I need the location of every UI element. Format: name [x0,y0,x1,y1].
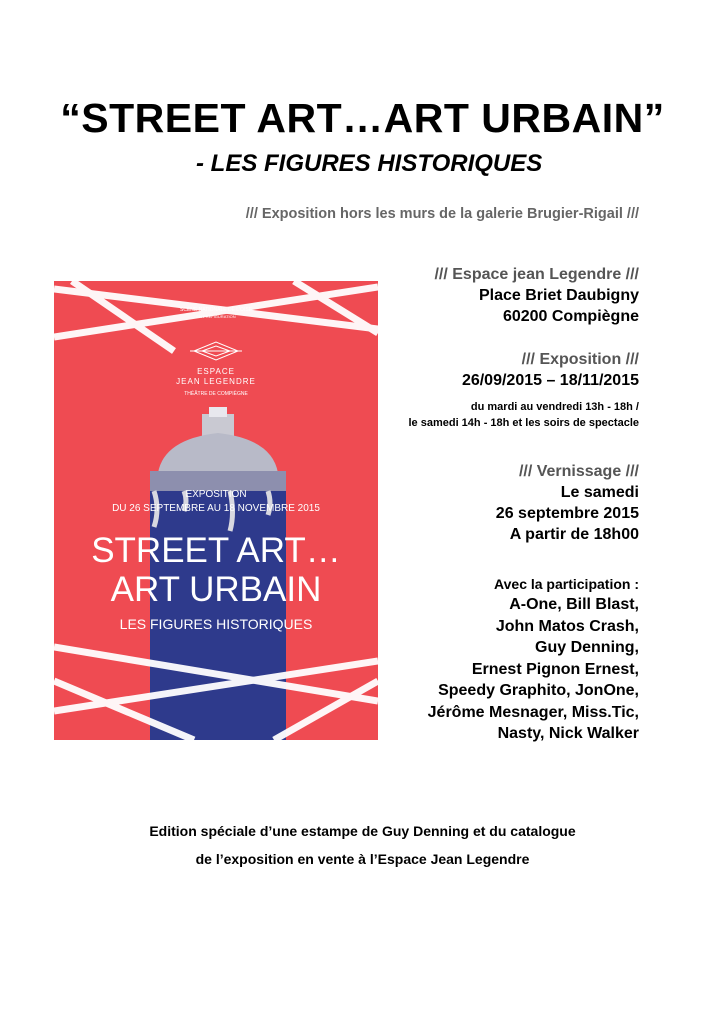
exposition-hours-2: le samedi 14h - 18h et les soirs de spectacle [408,417,639,429]
participant-line: John Matos Crash, [495,617,639,635]
vernissage-heading: /// Vernissage /// [518,463,639,480]
footer-line-1: Edition spéciale d’une estampe de Guy Denning et du catalogue [149,823,576,839]
venue-heading: /// Espace jean Legendre /// [434,266,639,283]
participant-line: Jérôme Mesnager, Miss.Tic, [427,703,639,721]
vernissage-line-1: Le samedi [560,484,639,501]
vernissage-line-3: A partir de 18h00 [509,526,639,543]
exhibition-poster [54,281,378,740]
page-subtitle: - LES FIGURES HISTORIQUES [196,150,543,177]
exposition-heading: /// Exposition /// [521,351,639,368]
venue-address-1: Place Briet Daubigny [478,287,639,304]
vernissage-line-2: 26 septembre 2015 [495,505,639,522]
participant-line: Speedy Graphito, JonOne, [438,682,639,699]
poster-title-line3: LES FIGURES HISTORIQUES [119,616,313,632]
poster-title-line2: ART URBAIN [110,570,322,609]
footer-line-2: de l’exposition en vente à l’Espace Jean Legendre [195,851,530,867]
exposition-dates: 26/09/2015 – 18/11/2015 [461,372,639,389]
venue-address-2: 60200 Compiègne [502,308,639,325]
participant-line: Guy Denning, [535,639,639,656]
participation-heading: Avec la participation : [494,576,639,592]
exposition-block [408,349,639,431]
participant-line: A-One, Bill Blast, [509,596,639,613]
participation-block [428,575,639,745]
poster-venue-line1: ESPACE [197,367,235,376]
tagline: /// Exposition hors les murs de la galerie Brugier-Rigail /// [245,206,639,222]
participant-line: Nasty, Nick Walker [497,725,639,742]
poster-title-line1: STREET ART… [91,531,341,570]
poster-artwork [54,281,378,740]
poster-expo-label: EXPOSITION [185,489,247,500]
poster-expo-dates: DU 26 SEPTEMBRE AU 18 NOVEMBRE 2015 [112,503,320,514]
participant-line: Ernest Pignon Ernest, [471,660,639,678]
poster-venue-line2: JEAN LEGENDRE [176,377,256,386]
poster-top-text: SCÈNE NATIONALE DE L'OISE [180,307,252,313]
venue-logo-icon [190,342,242,360]
footer-note [0,817,725,873]
venue-block [434,264,639,327]
exposition-hours-1: du mardi au vendredi 13h - 18h / [470,401,639,413]
page-title: “STREET ART…ART URBAIN” [60,95,665,141]
poster-top-text-2: EN PRÉFIGURATION [196,314,236,319]
poster-venue-line3: THÉÂTRE DE COMPIÈGNE [184,391,248,397]
vernissage-block [496,461,639,545]
